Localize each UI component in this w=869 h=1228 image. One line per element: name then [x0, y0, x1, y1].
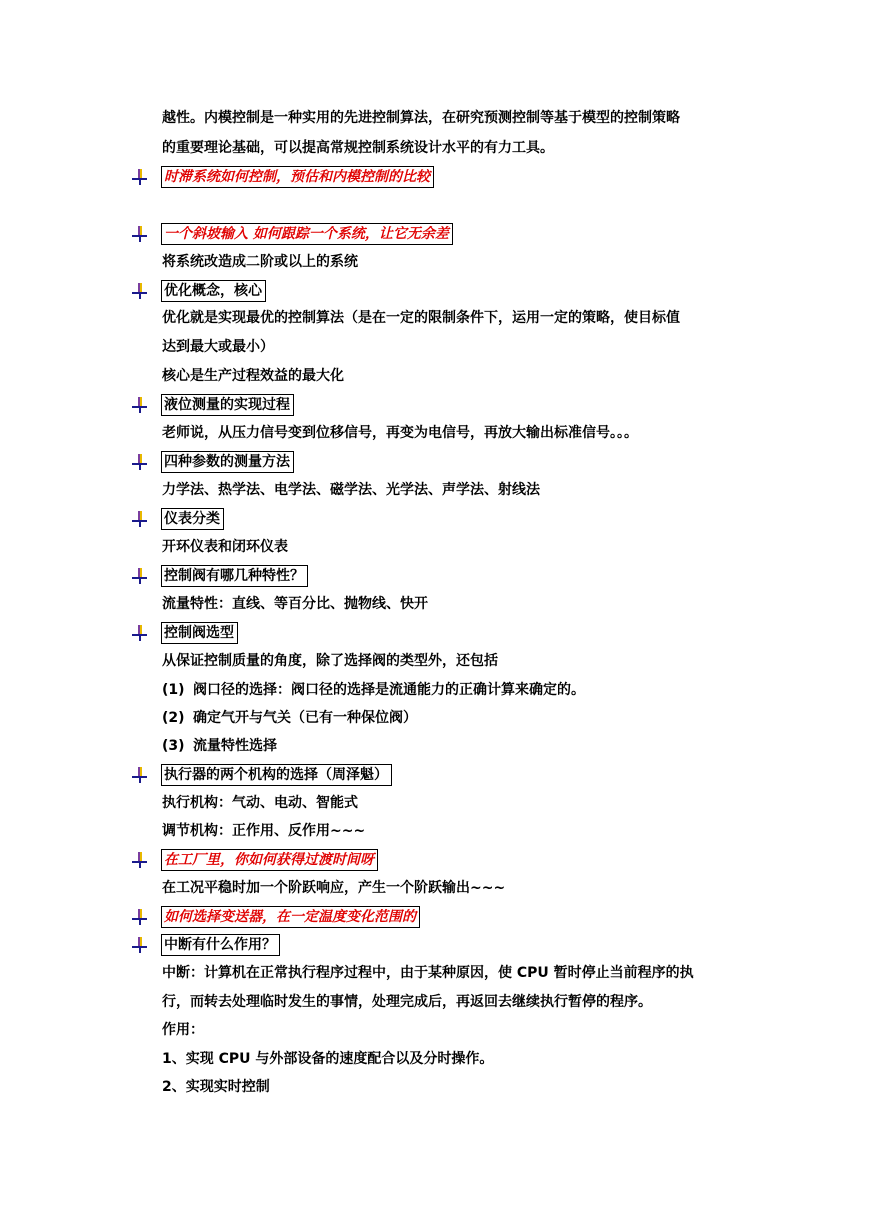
pushpin-bullet-icon	[131, 510, 149, 528]
paragraph: 核心是生产过程效益的最大化	[162, 368, 344, 384]
intro-line-2: 的重要理论基础，可以提高常规控制系统设计水平的有力工具。	[162, 140, 554, 156]
list-text: 确定气开与气关（已有一种保位阀）	[193, 710, 417, 726]
paragraph: 行，而转去处理临时发生的事情，处理完成后，再返回去继续执行暂停的程序。	[162, 994, 652, 1010]
paragraph: 老师说，从压力信号变到位移信号，再变为电信号，再放大输出标准信号。。。	[162, 425, 638, 441]
paragraph: 2、实现实时控制	[162, 1079, 270, 1095]
pushpin-bullet-icon	[131, 936, 149, 954]
heading-text: 液位测量的实现过程	[161, 394, 294, 416]
paragraph: 执行机构：气动、电动、智能式	[162, 795, 358, 811]
heading-text: 四种参数的测量方法	[161, 451, 294, 473]
list-text: 流量特性选择	[193, 738, 277, 754]
heading-text: 仪表分类	[161, 508, 224, 530]
paragraph: 调节机构：正作用、反作用~~~	[162, 823, 366, 839]
list-item	[162, 681, 585, 699]
list-number: (2)	[162, 710, 185, 726]
heading-text: 执行器的两个机构的选择（周泽魁）	[161, 764, 392, 786]
pushpin-bullet-icon	[131, 282, 149, 300]
pushpin-bullet-icon	[131, 851, 149, 869]
paragraph: 作用：	[162, 1022, 204, 1038]
paragraph: 达到最大或最小）	[162, 339, 274, 355]
paragraph: 优化就是实现最优的控制算法（是在一定的限制条件下，运用一定的策略，使目标值	[162, 310, 680, 326]
pushpin-bullet-icon	[131, 453, 149, 471]
heading-text: 如何选择变送器，在一定温度变化范围的	[161, 906, 420, 928]
pushpin-bullet-icon	[131, 766, 149, 784]
paragraph: 流量特性：直线、等百分比、抛物线、快开	[162, 596, 428, 612]
pushpin-bullet-icon	[131, 624, 149, 642]
list-text: 阀口径的选择：阀口径的选择是流通能力的正确计算来确定的。	[193, 682, 585, 698]
pushpin-bullet-icon	[131, 225, 149, 243]
intro-line-1: 越性。内模控制是一种实用的先进控制算法，在研究预测控制等基于模型的控制策略	[162, 110, 680, 126]
pushpin-bullet-icon	[131, 908, 149, 926]
list-item	[162, 737, 277, 755]
heading-text: 时滞系统如何控制，预估和内模控制的比较	[161, 166, 434, 188]
paragraph: 将系统改造成二阶或以上的系统	[162, 254, 358, 270]
list-number: (1)	[162, 682, 185, 698]
heading-text: 在工厂里，你如何获得过渡时间呀	[161, 849, 378, 871]
paragraph: 开环仪表和闭环仪表	[162, 539, 288, 555]
paragraph: 中断：计算机在正常执行程序过程中，由于某种原因，使 CPU 暂时停止当前程序的执	[162, 965, 694, 981]
heading-text: 控制阀有哪几种特性？	[161, 565, 308, 587]
paragraph: 1、实现 CPU 与外部设备的速度配合以及分时操作。	[162, 1051, 494, 1067]
paragraph: 力学法、热学法、电学法、磁学法、光学法、声学法、射线法	[162, 482, 540, 498]
paragraph: 从保证控制质量的角度，除了选择阀的类型外，还包括	[162, 653, 498, 669]
paragraph: 在工况平稳时加一个阶跃响应，产生一个阶跃输出~~~	[162, 880, 506, 896]
list-item	[162, 709, 417, 727]
heading-text: 优化概念，核心	[161, 280, 266, 302]
pushpin-bullet-icon	[131, 567, 149, 585]
pushpin-bullet-icon	[131, 396, 149, 414]
heading-text: 中断有什么作用？	[161, 934, 280, 956]
heading-text: 控制阀选型	[161, 622, 238, 644]
list-number: (3)	[162, 738, 185, 754]
pushpin-bullet-icon	[131, 168, 149, 186]
heading-text: 一个斜坡输入 如何跟踪一个系统，让它无余差	[161, 223, 453, 245]
